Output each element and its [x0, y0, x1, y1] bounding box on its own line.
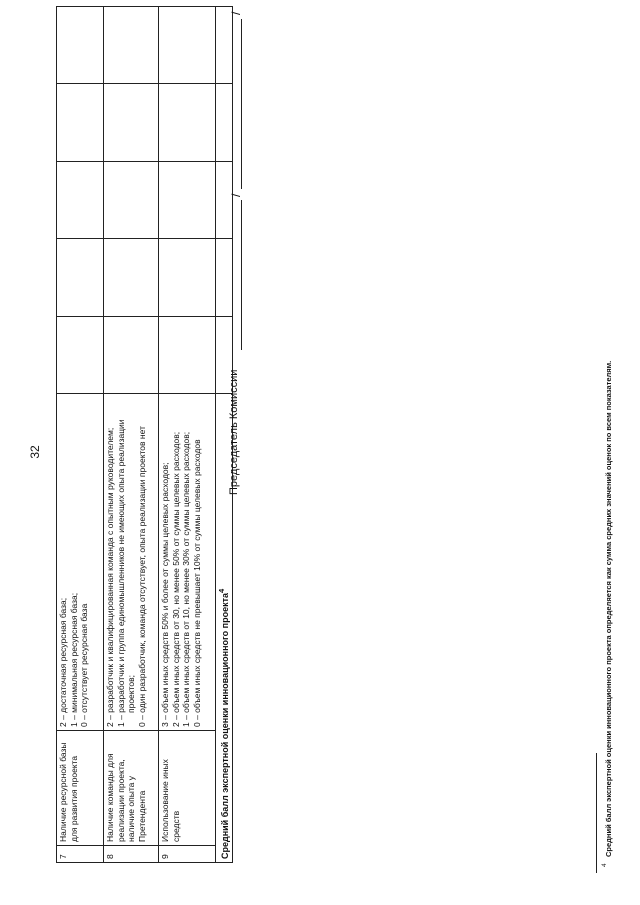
scale-line: 3 – объем иных средств 50% и более от суммы целевых расходов; — [160, 462, 170, 727]
expert-score-cell — [104, 84, 159, 161]
signature-slash-left: / — [229, 193, 243, 197]
scale-line: 0 – отсутствует ресурсная база — [79, 603, 89, 727]
signature-line — [241, 200, 242, 350]
total-footnote-mark: 4 — [217, 588, 226, 593]
scale-line: 0 – один разработчик, команда отсутствует, опыта реализации проектов нет — [136, 426, 147, 727]
scale-line: 2 – разработчик и квалифицированная команда с опытным руководителем; — [105, 427, 115, 727]
scoring-scale — [57, 394, 104, 731]
table-row — [159, 7, 216, 863]
scale-line: 1 – минимальная ресурсная база; — [68, 592, 79, 727]
scale-line: 2 – достаточная ресурсная база; — [58, 597, 68, 727]
total-label: Средний балл экспертной оценки инновационного проекта — [220, 592, 230, 859]
signature-slash-right: / — [229, 11, 243, 15]
expert-score-cell — [57, 84, 104, 161]
row-number: 7 — [57, 846, 104, 863]
expert-score-cell — [57, 7, 104, 84]
expert-score-cell — [104, 316, 159, 393]
total-score-cell — [216, 84, 233, 161]
footnote-separator — [596, 753, 597, 873]
scale-line: 0 – объем иных средств не превышает 10% от суммы целевых расходов — [191, 439, 202, 727]
expert-score-cell — [159, 161, 216, 238]
table-row — [104, 7, 159, 863]
expert-score-cell — [159, 239, 216, 316]
expert-score-cell — [57, 316, 104, 393]
scale-line: 1 – объем иных средств от 10, но менее 30% от суммы целевых расходов; — [181, 431, 191, 727]
criterion-name: Использование иных средств — [159, 731, 216, 846]
table-row — [57, 7, 104, 863]
signature-name-line — [241, 19, 242, 189]
scoring-scale — [104, 394, 159, 731]
scale-line: 2 – объем иных средств от 30, но менее 50% от суммы целевых расходов; — [170, 431, 181, 727]
scoring-scale — [159, 394, 216, 731]
criterion-name: Наличие ресурсной базы для развития проекта — [57, 731, 104, 846]
footnote-text: Средний балл экспертной оценки инновационного проекта определяется как сумма средних значений оценок по всем показателям. — [604, 360, 613, 857]
row-number: 9 — [159, 846, 216, 863]
total-score-cell — [216, 7, 233, 84]
expert-score-cell — [104, 239, 159, 316]
expert-score-cell — [104, 7, 159, 84]
criterion-name: Наличие команды для реализации проекта, наличие опыта у Претендента — [104, 731, 159, 846]
total-score-cell — [216, 239, 233, 316]
expert-score-cell — [57, 239, 104, 316]
expert-score-cell — [159, 84, 216, 161]
expert-score-cell — [57, 161, 104, 238]
scale-line: проектов; — [126, 674, 136, 713]
total-score-cell — [216, 161, 233, 238]
expert-score-cell — [159, 7, 216, 84]
row-number: 8 — [104, 846, 159, 863]
criteria-table — [56, 6, 233, 863]
chairman-label: Председатель Комиссии — [228, 369, 240, 495]
footnote-mark: 4 — [601, 863, 608, 867]
expert-score-cell — [104, 161, 159, 238]
page-number: 32 — [28, 445, 42, 459]
scale-line: 1 – разработчик и группа единомышленников не имеющих опыта реализации — [115, 419, 126, 727]
expert-score-cell — [159, 316, 216, 393]
